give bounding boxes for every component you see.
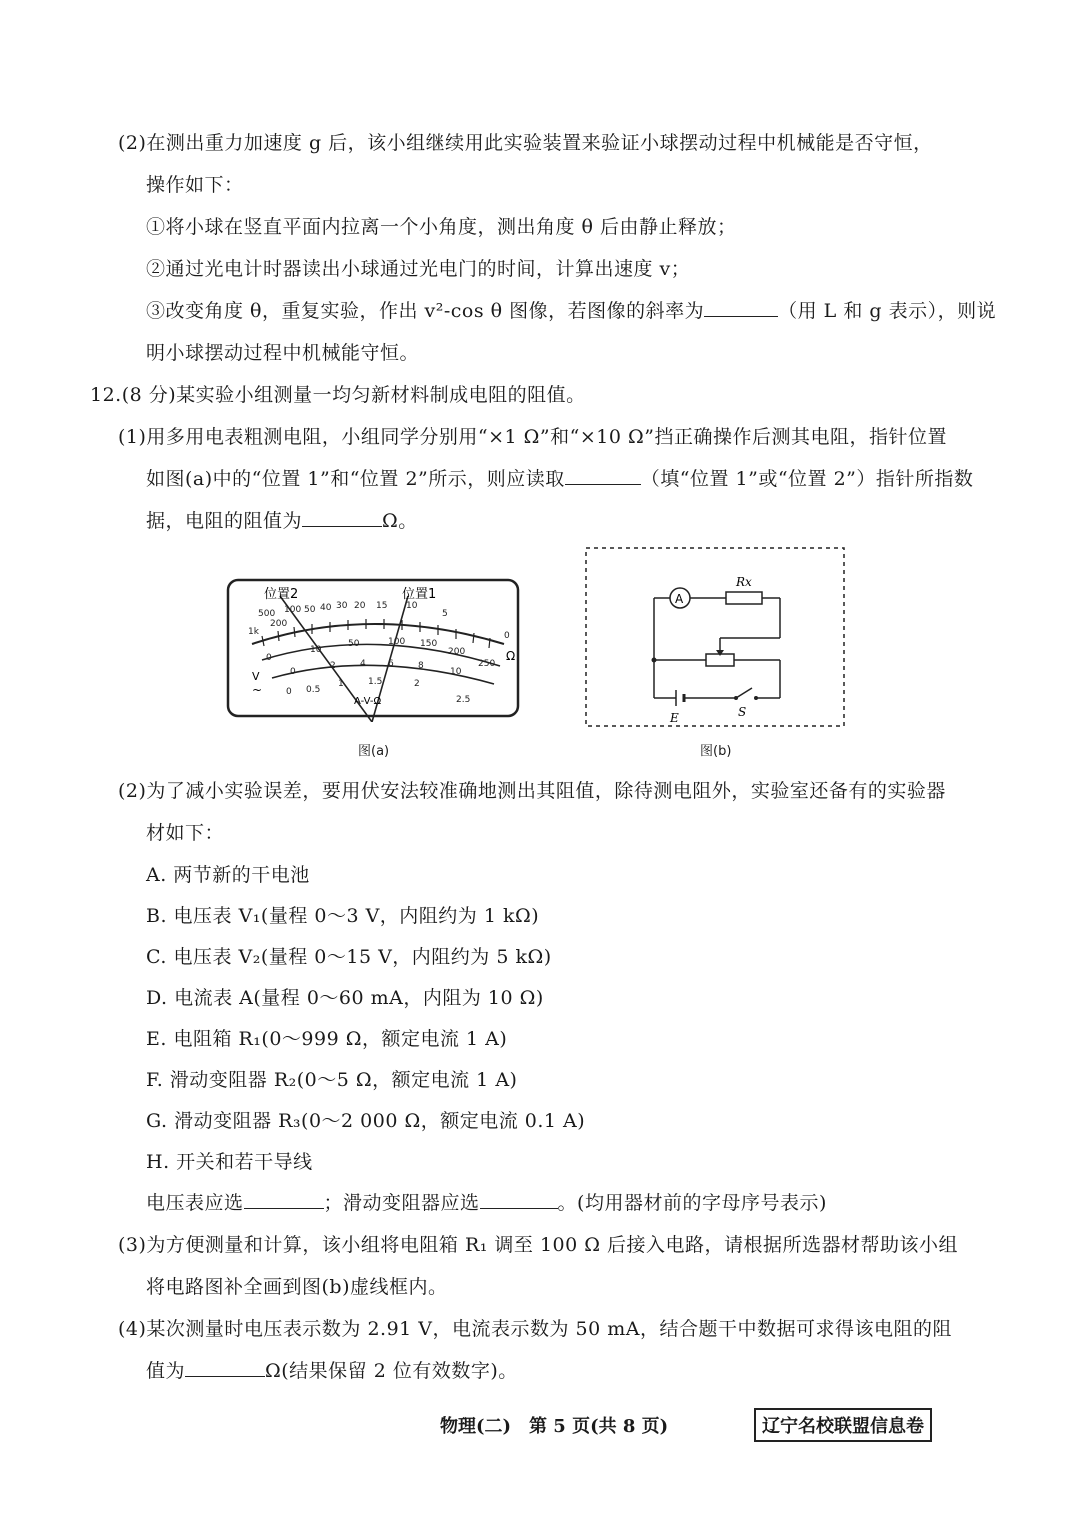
part2-step3: ③改变角度 θ，重复实验，作出 v²-cos θ 图像，若图像的斜率为 （用 L 和 g 表示），则说 bbox=[146, 300, 997, 322]
small-tick-1: 1 bbox=[338, 679, 344, 689]
figure-a-caption: 图(a) bbox=[358, 744, 390, 759]
part2-intro-line2: 操作如下： bbox=[146, 174, 244, 196]
q12-p4-line1: (4)某次测量时电压表示数为 2.91 V，电流表示数为 50 mA，结合题干中数据可求得该电阻的阻 bbox=[118, 1318, 953, 1340]
v-tick-150: 150 bbox=[420, 639, 438, 649]
equipment-item-h: H. 开关和若干导线 bbox=[146, 1151, 313, 1173]
q12-p2-line2: 材如下： bbox=[146, 822, 225, 844]
q12-p1-line1: (1)用多用电表粗测电阻，小组同学分别用“×1 Ω”和“×10 Ω”挡正确操作后测其电阻，指针位置 bbox=[118, 426, 947, 448]
rx-resistor bbox=[726, 592, 762, 604]
circuit-figure bbox=[584, 546, 846, 728]
ohm-tick-20: 20 bbox=[354, 601, 366, 611]
v-label: V bbox=[252, 670, 260, 683]
answer-blank-resistance[interactable] bbox=[302, 508, 382, 527]
small-tick-0-5: 0.5 bbox=[306, 685, 321, 695]
part2-intro-line1: (2)在测出重力加速度 g 后，该小组继续用此实验装置来验证小球摆动过程中机械能是否守恒， bbox=[118, 132, 933, 154]
v-tick-250: 250 bbox=[478, 659, 496, 669]
v-tick-10: 10 bbox=[310, 645, 322, 655]
q12-p1-line3: 据，电阻的阻值为 Ω。 bbox=[146, 510, 418, 532]
ohm-tick-5: 5 bbox=[442, 609, 448, 619]
ohm-tick-40: 40 bbox=[320, 603, 332, 613]
q12-p4-line2: 值为 Ω(结果保留 2 位有效数字)。 bbox=[146, 1360, 518, 1382]
v2-tick-8: 8 bbox=[418, 661, 424, 671]
equipment-item-d: D. 电流表 A(量程 0～60 mA，内阻为 10 Ω) bbox=[146, 987, 544, 1009]
equipment-item-c: C. 电压表 V₂(量程 0～15 V，内阻约为 5 kΩ) bbox=[146, 946, 552, 968]
page-footer: 物理(二) 第 5 页(共 8 页) bbox=[440, 1416, 669, 1437]
ohm-symbol: Ω bbox=[506, 649, 516, 663]
equipment-item-b: B. 电压表 V₁(量程 0～3 V，内阻约为 1 kΩ) bbox=[146, 905, 540, 927]
v2-tick-0: 0 bbox=[290, 667, 296, 677]
dial-brand: A-V-Ω bbox=[354, 696, 382, 707]
v2-tick-4: 4 bbox=[360, 659, 366, 669]
answer-blank-final-resistance[interactable] bbox=[185, 1358, 265, 1377]
answer-blank-slope[interactable] bbox=[704, 298, 778, 317]
rx-label: Rx bbox=[736, 575, 752, 589]
answer-blank-position[interactable] bbox=[565, 466, 641, 485]
part2-step1: ①将小球在竖直平面内拉离一个小角度，测出角度 θ 后由静止释放； bbox=[146, 216, 737, 238]
part2-step2: ②通过光电计时器读出小球通过光电门的时间，计算出速度 v； bbox=[146, 258, 691, 280]
switch-label: S bbox=[738, 705, 747, 719]
equipment-item-g: G. 滑动变阻器 R₃(0～2 000 Ω，额定电流 0.1 A) bbox=[146, 1110, 586, 1132]
equipment-item-f: F. 滑动变阻器 R₂(0～5 Ω，额定电流 1 A) bbox=[146, 1069, 518, 1091]
position-1-label: 位置1 bbox=[402, 587, 437, 602]
ohm-tick-1k: 1k bbox=[248, 627, 259, 637]
ohm-tick-0: 0 bbox=[504, 631, 510, 641]
multimeter-dial-figure bbox=[222, 574, 524, 722]
equipment-item-a: A. 两节新的干电池 bbox=[146, 864, 310, 886]
q12-p3-line2: 将电路图补全画到图(b)虚线框内。 bbox=[146, 1276, 448, 1298]
position-2-label: 位置2 bbox=[264, 587, 299, 602]
equipment-item-e: E. 电阻箱 R₁(0～999 Ω，额定电流 1 A) bbox=[146, 1028, 508, 1050]
small-tick-1-5: 1.5 bbox=[368, 677, 383, 687]
exam-brand-stamp: 辽宁名校联盟信息卷 bbox=[754, 1408, 932, 1442]
q12-header: 12.(8 分)某实验小组测量一均匀新材料制成电阻的阻值。 bbox=[90, 384, 586, 406]
small-tick-2: 2 bbox=[414, 679, 420, 689]
ohm-tick-200: 200 bbox=[270, 619, 288, 629]
v-tick-50: 50 bbox=[348, 639, 360, 649]
v-tick-0: 0 bbox=[266, 653, 272, 663]
q12-p1-line2: 如图(a)中的“位置 1”和“位置 2”所示，则应读取 （填“位置 1”或“位置 2”）指针所指数 bbox=[146, 468, 974, 490]
figure-b-caption: 图(b) bbox=[700, 744, 732, 759]
v-tick-200: 200 bbox=[448, 647, 466, 657]
junction-dot bbox=[652, 658, 657, 663]
v2-tick-6: 6 bbox=[388, 659, 394, 669]
small-tick-2-5: 2.5 bbox=[456, 695, 471, 705]
ohm-tick-50: 50 bbox=[304, 605, 316, 615]
ohm-tick-30: 30 bbox=[336, 601, 348, 611]
dashed-frame bbox=[586, 548, 844, 726]
small-tick-0: 0 bbox=[286, 687, 292, 697]
ohm-tick-500: 500 bbox=[258, 609, 276, 619]
ohm-tick-15: 15 bbox=[376, 601, 388, 611]
v2-tick-2: 2 bbox=[330, 661, 336, 671]
switch-icon bbox=[736, 688, 752, 698]
q12-p3-line1: (3)为方便测量和计算，该小组将电阻箱 R₁ 调至 100 Ω 后接入电路，请根据所选器材帮助该小组 bbox=[118, 1234, 959, 1256]
battery-label: E bbox=[670, 711, 679, 725]
ohm-tick-100: 100 bbox=[284, 605, 302, 615]
answer-blank-rheostat[interactable] bbox=[480, 1190, 558, 1209]
answer-blank-voltmeter[interactable] bbox=[244, 1190, 324, 1209]
ammeter-label: A bbox=[675, 592, 684, 606]
ac-symbol: ~ bbox=[252, 683, 263, 697]
q12-p2-line1: (2)为了减小实验误差，要用伏安法较准确地测出其阻值，除待测电阻外，实验室还备有的实验器 bbox=[118, 780, 946, 802]
q12-p2-selection: 电压表应选 ；滑动变阻器应选 。(均用器材前的字母序号表示) bbox=[146, 1192, 827, 1214]
ohm-tick-10: 10 bbox=[406, 601, 418, 611]
v2-tick-10: 10 bbox=[450, 667, 462, 677]
v-tick-100: 100 bbox=[388, 637, 406, 647]
part2-step3-cont: 明小球摆动过程中机械能守恒。 bbox=[146, 342, 420, 364]
